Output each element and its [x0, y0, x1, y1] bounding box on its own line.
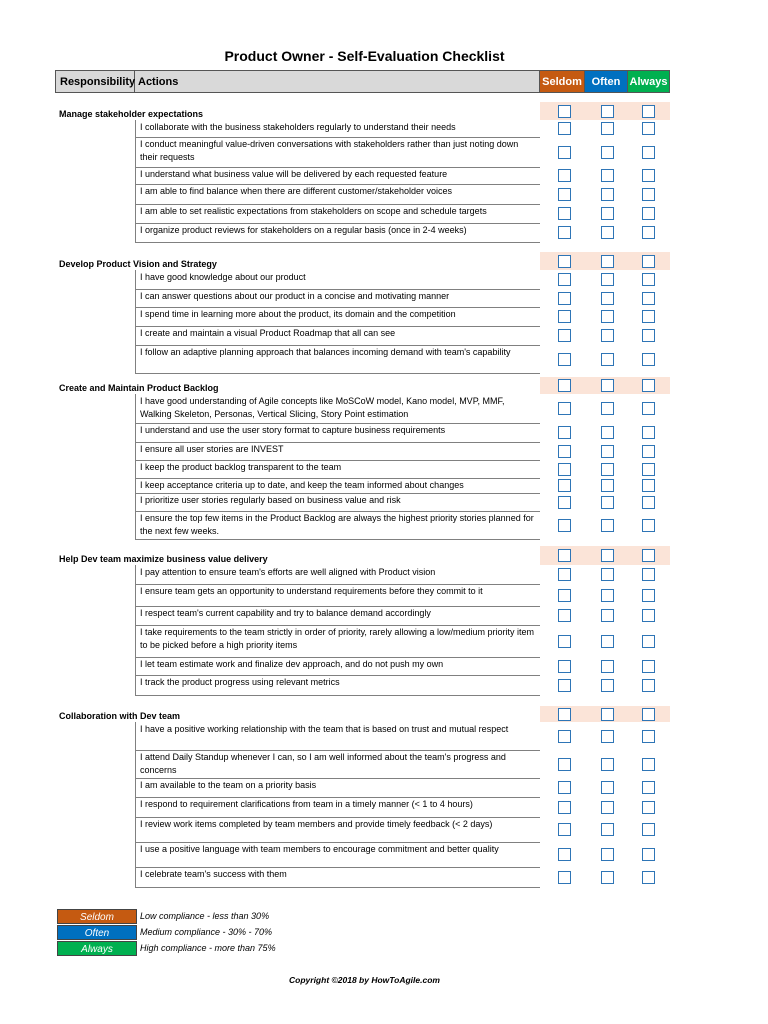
legend-seldom-description: Low compliance - less than 30%	[140, 911, 270, 921]
often-checkbox[interactable]	[601, 226, 614, 239]
always-checkbox[interactable]	[642, 679, 655, 692]
seldom-checkbox[interactable]	[558, 660, 571, 673]
always-checkbox[interactable]	[642, 479, 655, 492]
action-item: I attend Daily Standup whenever I can, so I am well informed about the team's progress and concerns	[140, 752, 506, 775]
copyright-text: Copyright ©2018 by HowToAgile.com	[289, 975, 440, 985]
always-checkbox[interactable]	[642, 823, 655, 836]
action-item: I pay attention to ensure team's efforts are well aligned with Product vision	[140, 567, 436, 577]
always-checkbox[interactable]	[642, 519, 655, 532]
always-checkbox[interactable]	[642, 609, 655, 622]
category-seldom-checkbox[interactable]	[558, 549, 571, 562]
often-checkbox[interactable]	[601, 310, 614, 323]
often-checkbox[interactable]	[601, 329, 614, 342]
action-item: I create and maintain a visual Product Roadmap that all can see	[140, 328, 396, 338]
often-checkbox[interactable]	[601, 609, 614, 622]
action-item: I prioritize user stories regularly based on business value and risk	[140, 495, 401, 505]
always-checkbox[interactable]	[642, 226, 655, 239]
often-checkbox[interactable]	[601, 781, 614, 794]
often-checkbox[interactable]	[601, 273, 614, 286]
actions-left-border	[135, 722, 136, 887]
action-item: I let team estimate work and finalize dev approach, and do not push my own	[140, 659, 444, 669]
often-checkbox[interactable]	[601, 635, 614, 648]
legend-always-description: High compliance - more than 75%	[140, 943, 276, 953]
action-item: I am able to find balance when there are different customer/stakeholder voices	[140, 186, 453, 196]
category-always-checkbox[interactable]	[642, 708, 655, 721]
seldom-checkbox[interactable]	[558, 679, 571, 692]
action-item: I can answer questions about our product in a concise and motivating manner	[140, 291, 450, 301]
always-checkbox[interactable]	[642, 781, 655, 794]
action-item: I take requirements to the team strictly in order of priority, rarely allowing a low/medium priority item to be picked before a high priority items	[140, 627, 534, 650]
seldom-checkbox[interactable]	[558, 568, 571, 581]
actions-left-border	[135, 120, 136, 242]
always-checkbox[interactable]	[642, 329, 655, 342]
seldom-checkbox[interactable]	[558, 848, 571, 861]
often-checkbox[interactable]	[601, 660, 614, 673]
always-checkbox[interactable]	[642, 292, 655, 305]
often-checkbox[interactable]	[601, 292, 614, 305]
category-often-checkbox[interactable]	[601, 379, 614, 392]
action-item: I ensure team gets an opportunity to understand requirements before they commit to it	[140, 586, 483, 596]
category-often-checkbox[interactable]	[601, 255, 614, 268]
action-item: I have good understanding of Agile concepts like MoSCoW model, Kano model, MVP, MMF, Walking Skeleton, Personas, Vertical Slicing, Story Point estimation	[140, 396, 505, 419]
row-divider	[135, 539, 540, 540]
action-item: I ensure the top few items in the Product Backlog are always the highest priority stories planned for the next few weeks.	[140, 513, 534, 536]
seldom-checkbox[interactable]	[558, 519, 571, 532]
category-seldom-checkbox[interactable]	[558, 255, 571, 268]
often-checkbox[interactable]	[601, 679, 614, 692]
always-checkbox[interactable]	[642, 402, 655, 415]
always-checkbox[interactable]	[642, 207, 655, 220]
row-divider	[135, 887, 540, 888]
often-checkbox[interactable]	[601, 188, 614, 201]
legend-often-swatch: Often	[57, 925, 137, 940]
often-checkbox[interactable]	[601, 823, 614, 836]
action-item: I understand and use the user story format to capture business requirements	[140, 425, 446, 435]
seldom-checkbox[interactable]	[558, 273, 571, 286]
seldom-checkbox[interactable]	[558, 292, 571, 305]
seldom-checkbox[interactable]	[558, 426, 571, 439]
often-checkbox[interactable]	[601, 445, 614, 458]
seldom-checkbox[interactable]	[558, 496, 571, 509]
often-checkbox[interactable]	[601, 353, 614, 366]
seldom-checkbox[interactable]	[558, 871, 571, 884]
always-checkbox[interactable]	[642, 122, 655, 135]
always-checkbox[interactable]	[642, 426, 655, 439]
actions-left-border	[135, 565, 136, 695]
always-checkbox[interactable]	[642, 273, 655, 286]
seldom-checkbox[interactable]	[558, 781, 571, 794]
often-checkbox[interactable]	[601, 207, 614, 220]
header-always: Always	[628, 70, 670, 93]
category-label: Collaboration with Dev team	[59, 711, 181, 721]
seldom-checkbox[interactable]	[558, 730, 571, 743]
often-checkbox[interactable]	[601, 402, 614, 415]
action-item: I respond to requirement clarifications from team in a timely manner (< 1 to 4 hours)	[140, 799, 473, 809]
seldom-checkbox[interactable]	[558, 226, 571, 239]
action-item: I track the product progress using relevant metrics	[140, 677, 340, 687]
always-checkbox[interactable]	[642, 169, 655, 182]
category-always-checkbox[interactable]	[642, 105, 655, 118]
row-divider	[135, 242, 540, 243]
action-item: I ensure all user stories are INVEST	[140, 444, 284, 454]
often-checkbox[interactable]	[601, 122, 614, 135]
category-always-checkbox[interactable]	[642, 379, 655, 392]
seldom-checkbox[interactable]	[558, 445, 571, 458]
action-item: I am able to set realistic expectations from stakeholders on scope and schedule targets	[140, 206, 487, 216]
category-seldom-checkbox[interactable]	[558, 708, 571, 721]
seldom-checkbox[interactable]	[558, 801, 571, 814]
often-checkbox[interactable]	[601, 146, 614, 159]
always-checkbox[interactable]	[642, 445, 655, 458]
always-checkbox[interactable]	[642, 758, 655, 771]
action-item: I am available to the team on a priority basis	[140, 780, 317, 790]
seldom-checkbox[interactable]	[558, 310, 571, 323]
often-checkbox[interactable]	[601, 568, 614, 581]
always-checkbox[interactable]	[642, 568, 655, 581]
seldom-checkbox[interactable]	[558, 635, 571, 648]
seldom-checkbox[interactable]	[558, 122, 571, 135]
always-checkbox[interactable]	[642, 496, 655, 509]
seldom-checkbox[interactable]	[558, 758, 571, 771]
seldom-checkbox[interactable]	[558, 609, 571, 622]
often-checkbox[interactable]	[601, 801, 614, 814]
seldom-checkbox[interactable]	[558, 589, 571, 602]
always-checkbox[interactable]	[642, 310, 655, 323]
legend-always-swatch: Always	[57, 941, 137, 956]
category-seldom-checkbox[interactable]	[558, 105, 571, 118]
category-label: Help Dev team maximize business value delivery	[59, 554, 268, 564]
seldom-checkbox[interactable]	[558, 479, 571, 492]
always-checkbox[interactable]	[642, 188, 655, 201]
action-item: I organize product reviews for stakeholders on a regular basis (once in 2-4 weeks)	[140, 225, 467, 235]
category-often-checkbox[interactable]	[601, 105, 614, 118]
legend-seldom-swatch: Seldom	[57, 909, 137, 924]
category-always-checkbox[interactable]	[642, 255, 655, 268]
category-label: Develop Product Vision and Strategy	[59, 259, 217, 269]
always-checkbox[interactable]	[642, 730, 655, 743]
often-checkbox[interactable]	[601, 871, 614, 884]
always-checkbox[interactable]	[642, 871, 655, 884]
seldom-checkbox[interactable]	[558, 329, 571, 342]
often-checkbox[interactable]	[601, 730, 614, 743]
header-actions: Actions	[135, 70, 540, 93]
action-item: I review work items completed by team members and provide timely feedback (< 2 days)	[140, 819, 493, 829]
category-label: Manage stakeholder expectations	[59, 109, 204, 119]
often-checkbox[interactable]	[601, 426, 614, 439]
always-checkbox[interactable]	[642, 463, 655, 476]
always-checkbox[interactable]	[642, 848, 655, 861]
seldom-checkbox[interactable]	[558, 463, 571, 476]
action-item: I conduct meaningful value-driven conversations with stakeholders rather than just noting down their requests	[140, 139, 519, 162]
actions-left-border	[135, 270, 136, 373]
action-item: I respect team's current capability and try to balance demand accordingly	[140, 608, 431, 618]
always-checkbox[interactable]	[642, 635, 655, 648]
header-responsibility: Responsibility	[55, 70, 135, 93]
seldom-checkbox[interactable]	[558, 169, 571, 182]
category-always-checkbox[interactable]	[642, 549, 655, 562]
often-checkbox[interactable]	[601, 758, 614, 771]
action-item: I spend time in learning more about the product, its domain and the competition	[140, 309, 456, 319]
action-item: I use a positive language with team members to encourage commitment and better quality	[140, 844, 499, 854]
category-label: Create and Maintain Product Backlog	[59, 383, 219, 393]
legend-often-description: Medium compliance - 30% - 70%	[140, 927, 273, 937]
header-seldom: Seldom	[540, 70, 585, 93]
page-title: Product Owner - Self-Evaluation Checklist	[224, 48, 505, 64]
actions-left-border	[135, 394, 136, 539]
action-item: I have good knowledge about our product	[140, 272, 306, 282]
row-divider	[135, 695, 540, 696]
action-item: I keep the product backlog transparent to the team	[140, 462, 342, 472]
action-item: I celebrate team's success with them	[140, 869, 287, 879]
seldom-checkbox[interactable]	[558, 402, 571, 415]
seldom-checkbox[interactable]	[558, 353, 571, 366]
action-item: I have a positive working relationship with the team that is based on trust and mutual respect	[140, 724, 509, 734]
always-checkbox[interactable]	[642, 801, 655, 814]
always-checkbox[interactable]	[642, 660, 655, 673]
seldom-checkbox[interactable]	[558, 823, 571, 836]
often-checkbox[interactable]	[601, 848, 614, 861]
category-often-checkbox[interactable]	[601, 549, 614, 562]
often-checkbox[interactable]	[601, 479, 614, 492]
always-checkbox[interactable]	[642, 146, 655, 159]
often-checkbox[interactable]	[601, 169, 614, 182]
always-checkbox[interactable]	[642, 589, 655, 602]
seldom-checkbox[interactable]	[558, 146, 571, 159]
action-item: I understand what business value will be delivered by each requested feature	[140, 169, 448, 179]
header-often: Often	[585, 70, 628, 93]
category-seldom-checkbox[interactable]	[558, 379, 571, 392]
action-item: I follow an adaptive planning approach that balances incoming demand with team's capability	[140, 347, 511, 357]
row-divider	[135, 373, 540, 374]
category-often-checkbox[interactable]	[601, 708, 614, 721]
action-item: I collaborate with the business stakeholders regularly to understand their needs	[140, 122, 456, 132]
often-checkbox[interactable]	[601, 589, 614, 602]
always-checkbox[interactable]	[642, 353, 655, 366]
action-item: I keep acceptance criteria up to date, and keep the team informed about changes	[140, 480, 464, 490]
seldom-checkbox[interactable]	[558, 207, 571, 220]
often-checkbox[interactable]	[601, 496, 614, 509]
often-checkbox[interactable]	[601, 519, 614, 532]
seldom-checkbox[interactable]	[558, 188, 571, 201]
often-checkbox[interactable]	[601, 463, 614, 476]
